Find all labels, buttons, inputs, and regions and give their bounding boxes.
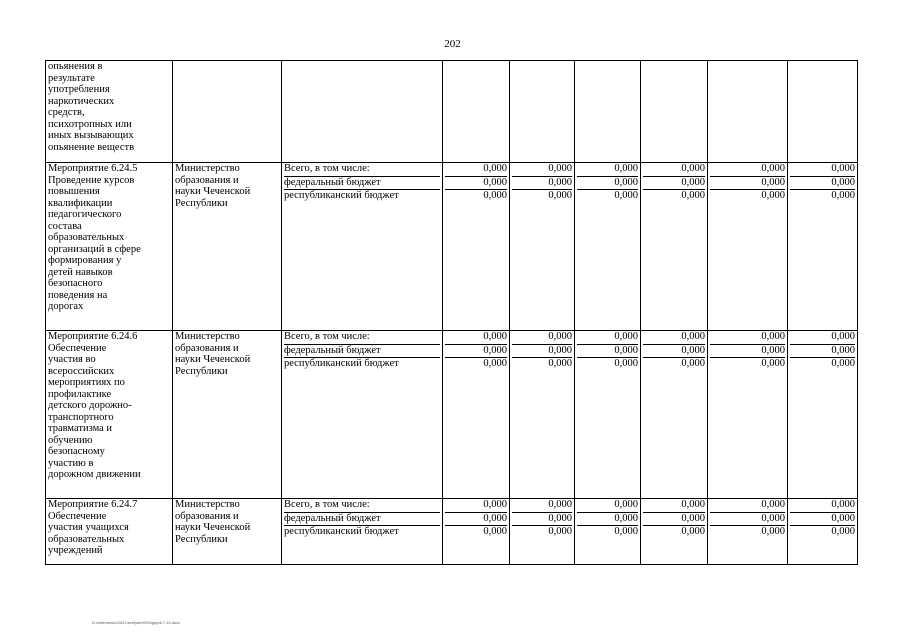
event-name-line: транспортного bbox=[48, 411, 114, 423]
amount-value: 0,000 bbox=[614, 358, 638, 369]
amount-value: 0,000 bbox=[681, 358, 705, 369]
value-column bbox=[512, 499, 572, 539]
event-name-line: мероприятиях по bbox=[48, 377, 125, 388]
source-cell bbox=[282, 61, 443, 163]
funding-source: федеральный бюджет bbox=[284, 345, 440, 359]
value-cell bbox=[575, 163, 641, 331]
source-cell bbox=[282, 331, 443, 499]
value-cell bbox=[443, 61, 510, 163]
amount-value: 0,000 bbox=[710, 163, 785, 177]
value-cell bbox=[510, 499, 575, 565]
table-row bbox=[46, 331, 858, 499]
amount-value: 0,000 bbox=[790, 163, 855, 177]
amount-value: 0,000 bbox=[681, 526, 705, 537]
value-cell bbox=[708, 61, 788, 163]
value-column bbox=[445, 499, 507, 539]
amount-value: 0,000 bbox=[710, 499, 785, 513]
source-cell bbox=[282, 163, 443, 331]
amount-value: 0,000 bbox=[643, 331, 705, 345]
source-cell bbox=[282, 499, 443, 565]
amount-value: 0,000 bbox=[761, 358, 785, 369]
event-name-cell bbox=[46, 499, 173, 565]
event-name-line: учреждений bbox=[48, 545, 103, 556]
event-name-line: профилактике bbox=[48, 388, 112, 400]
executor-line: Республики bbox=[175, 533, 228, 545]
value-column bbox=[710, 163, 785, 203]
value-cell bbox=[575, 331, 641, 499]
event-name-line: образовательных bbox=[48, 232, 125, 243]
executor-line: Министерство bbox=[175, 163, 240, 174]
event-name-line: педагогического bbox=[48, 209, 122, 220]
budget-table bbox=[45, 60, 858, 565]
amount-value: 0,000 bbox=[445, 177, 507, 191]
value-cell bbox=[510, 163, 575, 331]
executor-line: науки Чеченской bbox=[175, 186, 251, 197]
value-column bbox=[577, 499, 638, 539]
amount-value: 0,000 bbox=[710, 331, 785, 345]
value-column bbox=[445, 163, 507, 203]
event-name-line: Обеспечение bbox=[48, 342, 107, 354]
event-name-line: безопасному bbox=[48, 446, 105, 457]
event-name-line: участию в bbox=[48, 457, 94, 469]
amount-value: 0,000 bbox=[548, 190, 572, 201]
executor-line: науки Чеченской bbox=[175, 522, 251, 533]
amount-value: 0,000 bbox=[512, 331, 572, 345]
event-name-line: иных вызывающих bbox=[48, 130, 134, 141]
value-cell bbox=[443, 163, 510, 331]
event-name-line: дорогах bbox=[48, 301, 84, 312]
amount-value: 0,000 bbox=[483, 358, 507, 369]
table-row bbox=[46, 499, 858, 565]
amount-value: 0,000 bbox=[831, 526, 855, 537]
event-name-line: поведения на bbox=[48, 289, 108, 301]
funding-source: республиканский бюджет bbox=[284, 526, 399, 537]
amount-value: 0,000 bbox=[643, 513, 705, 527]
amount-value: 0,000 bbox=[614, 190, 638, 201]
amount-value: 0,000 bbox=[681, 190, 705, 201]
value-cell bbox=[788, 61, 858, 163]
funding-sources bbox=[284, 331, 440, 371]
value-column bbox=[512, 163, 572, 203]
event-name-line: безопасного bbox=[48, 278, 103, 289]
value-cell bbox=[708, 331, 788, 499]
amount-value: 0,000 bbox=[643, 499, 705, 513]
value-column bbox=[512, 331, 572, 371]
file-path-footer: D:\Artemenko\2021\sentyabr\29\r\gsp\6.7.10.docx bbox=[92, 620, 181, 625]
amount-value: 0,000 bbox=[790, 513, 855, 527]
executor-cell bbox=[173, 499, 282, 565]
amount-value: 0,000 bbox=[577, 345, 638, 359]
value-column bbox=[643, 499, 705, 539]
value-cell bbox=[641, 499, 708, 565]
amount-value: 0,000 bbox=[548, 358, 572, 369]
value-cell bbox=[510, 61, 575, 163]
amount-value: 0,000 bbox=[831, 358, 855, 369]
value-column bbox=[445, 331, 507, 371]
funding-source: федеральный бюджет bbox=[284, 513, 440, 527]
value-cell bbox=[575, 499, 641, 565]
executor bbox=[175, 331, 279, 377]
amount-value: 0,000 bbox=[577, 499, 638, 513]
value-column bbox=[790, 331, 855, 371]
event-name-line: результате bbox=[48, 72, 95, 84]
funding-source: Всего, в том числе: bbox=[284, 163, 440, 177]
value-cell bbox=[708, 163, 788, 331]
value-column bbox=[643, 163, 705, 203]
event-name-line: детского дорожно- bbox=[48, 400, 132, 411]
value-cell bbox=[788, 331, 858, 499]
funding-sources bbox=[284, 163, 440, 203]
event-name-cell bbox=[46, 163, 173, 331]
amount-value: 0,000 bbox=[643, 345, 705, 359]
event-name-line: повышения bbox=[48, 186, 100, 197]
amount-value: 0,000 bbox=[512, 345, 572, 359]
executor bbox=[175, 163, 279, 209]
value-column bbox=[577, 331, 638, 371]
event-name-line: наркотических bbox=[48, 95, 115, 107]
value-cell bbox=[510, 331, 575, 499]
value-cell bbox=[641, 331, 708, 499]
executor-line: науки Чеченской bbox=[175, 354, 251, 365]
amount-value: 0,000 bbox=[577, 513, 638, 527]
executor-line: Министерство bbox=[175, 331, 240, 342]
event-name-line: дорожном движении bbox=[48, 469, 141, 480]
executor-line: Республики bbox=[175, 365, 228, 377]
event-name-line: опьянения в bbox=[48, 61, 103, 72]
funding-source: Всего, в том числе: bbox=[284, 499, 440, 513]
event-name-line: участия во bbox=[48, 354, 96, 365]
value-cell bbox=[443, 331, 510, 499]
event-name-line: опьянение веществ bbox=[48, 141, 135, 153]
funding-source: федеральный бюджет bbox=[284, 177, 440, 191]
table-row bbox=[46, 61, 858, 163]
executor-line: образования и bbox=[175, 174, 239, 186]
event-name-line: участия учащихся bbox=[48, 522, 129, 533]
event-name-line: формирования у bbox=[48, 255, 122, 266]
amount-value: 0,000 bbox=[790, 499, 855, 513]
executor-line: образования и bbox=[175, 510, 239, 522]
amount-value: 0,000 bbox=[445, 331, 507, 345]
event-name-line: психотропных или bbox=[48, 118, 132, 130]
value-column bbox=[710, 331, 785, 371]
amount-value: 0,000 bbox=[790, 345, 855, 359]
amount-value: 0,000 bbox=[614, 526, 638, 537]
event-name-line: Мероприятие 6.24.5 bbox=[48, 163, 138, 174]
value-cell bbox=[708, 499, 788, 565]
funding-sources bbox=[284, 499, 440, 539]
value-column bbox=[643, 331, 705, 371]
amount-value: 0,000 bbox=[483, 190, 507, 201]
value-cell bbox=[788, 499, 858, 565]
event-name-line: Проведение курсов bbox=[48, 174, 135, 186]
value-cell bbox=[788, 163, 858, 331]
amount-value: 0,000 bbox=[643, 177, 705, 191]
amount-value: 0,000 bbox=[445, 345, 507, 359]
page-number: 202 bbox=[444, 38, 461, 50]
amount-value: 0,000 bbox=[512, 177, 572, 191]
event-name-line: организаций в сфере bbox=[48, 243, 141, 255]
event-name-cell bbox=[46, 331, 173, 499]
event-name-line: Мероприятие 6.24.7 bbox=[48, 499, 138, 510]
amount-value: 0,000 bbox=[577, 163, 638, 177]
amount-value: 0,000 bbox=[761, 526, 785, 537]
amount-value: 0,000 bbox=[577, 177, 638, 191]
amount-value: 0,000 bbox=[512, 513, 572, 527]
event-name-line: состава bbox=[48, 220, 82, 232]
executor-line: Республики bbox=[175, 197, 228, 209]
value-column bbox=[790, 499, 855, 539]
value-cell bbox=[443, 499, 510, 565]
value-cell bbox=[575, 61, 641, 163]
event-name-line: травматизма и bbox=[48, 423, 113, 434]
amount-value: 0,000 bbox=[761, 190, 785, 201]
funding-source: республиканский бюджет bbox=[284, 190, 399, 201]
event-name-line: Обеспечение bbox=[48, 510, 107, 522]
amount-value: 0,000 bbox=[548, 526, 572, 537]
amount-value: 0,000 bbox=[710, 177, 785, 191]
funding-source: Всего, в том числе: bbox=[284, 331, 440, 345]
amount-value: 0,000 bbox=[445, 513, 507, 527]
amount-value: 0,000 bbox=[643, 163, 705, 177]
event-name-cell bbox=[46, 61, 173, 163]
event-name-line: детей навыков bbox=[48, 266, 113, 278]
event-name-line: Мероприятие 6.24.6 bbox=[48, 331, 138, 342]
amount-value: 0,000 bbox=[512, 499, 572, 513]
amount-value: 0,000 bbox=[710, 345, 785, 359]
amount-value: 0,000 bbox=[445, 499, 507, 513]
table-row bbox=[46, 163, 858, 331]
value-column bbox=[710, 499, 785, 539]
value-column bbox=[577, 163, 638, 203]
amount-value: 0,000 bbox=[512, 163, 572, 177]
amount-value: 0,000 bbox=[790, 177, 855, 191]
event-name bbox=[48, 163, 170, 313]
value-cell bbox=[641, 163, 708, 331]
executor-cell bbox=[173, 331, 282, 499]
executor-line: Министерство bbox=[175, 499, 240, 510]
amount-value: 0,000 bbox=[790, 331, 855, 345]
event-name bbox=[48, 331, 170, 481]
executor-cell bbox=[173, 163, 282, 331]
executor bbox=[175, 499, 279, 545]
event-name-line: средств, bbox=[48, 107, 85, 118]
value-cell bbox=[641, 61, 708, 163]
amount-value: 0,000 bbox=[483, 526, 507, 537]
funding-source: республиканский бюджет bbox=[284, 358, 399, 369]
event-name-line: обучению bbox=[48, 434, 93, 446]
event-name-line: всероссийских bbox=[48, 365, 115, 377]
event-name-line: образовательных bbox=[48, 533, 125, 545]
event-name-line: квалификации bbox=[48, 197, 113, 209]
amount-value: 0,000 bbox=[831, 190, 855, 201]
value-column bbox=[790, 163, 855, 203]
amount-value: 0,000 bbox=[445, 163, 507, 177]
event-name-line: употребления bbox=[48, 84, 110, 95]
amount-value: 0,000 bbox=[577, 331, 638, 345]
amount-value: 0,000 bbox=[710, 513, 785, 527]
event-name bbox=[48, 499, 170, 557]
executor-line: образования и bbox=[175, 342, 239, 354]
executor-cell bbox=[173, 61, 282, 163]
